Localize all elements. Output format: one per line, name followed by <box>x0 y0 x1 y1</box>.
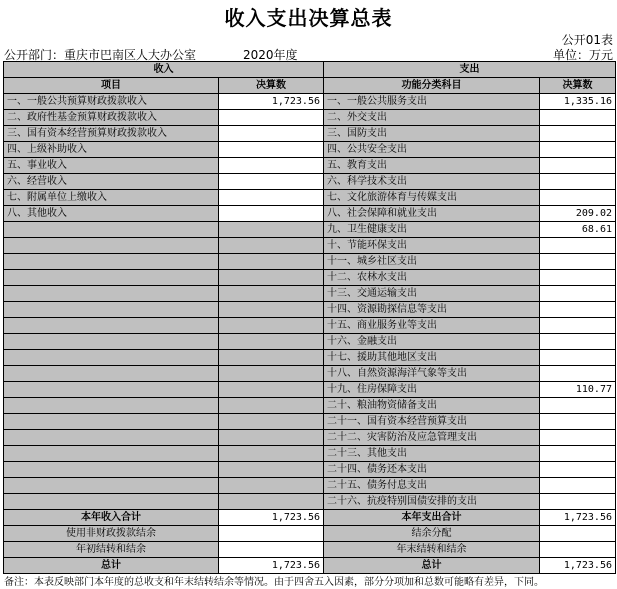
income-item <box>4 478 219 494</box>
expense-item: 十五、商业服务业等支出 <box>324 318 540 334</box>
income-amount: 1,723.56 <box>219 94 324 110</box>
expense-item: 九、卫生健康支出 <box>324 222 540 238</box>
expense-item: 四、公共安全支出 <box>324 142 540 158</box>
income-amount <box>219 254 324 270</box>
table-row <box>4 398 616 414</box>
income-item: 四、上级补助收入 <box>4 142 219 158</box>
expense-amount <box>540 270 616 286</box>
income-amount <box>219 446 324 462</box>
summary-row <box>4 510 616 526</box>
income-amount <box>219 462 324 478</box>
expense-item: 二十一、国有资本经营预算支出 <box>324 414 540 430</box>
expense-item: 二十五、债务付息支出 <box>324 478 540 494</box>
income-heading: 收入 <box>4 62 324 78</box>
income-item <box>4 398 219 414</box>
summary-expense-amount <box>540 526 616 542</box>
expense-amount <box>540 398 616 414</box>
income-amount <box>219 478 324 494</box>
income-amount <box>219 126 324 142</box>
income-amount <box>219 382 324 398</box>
expense-item: 二、外交支出 <box>324 110 540 126</box>
summary-income-label: 总计 <box>4 558 219 574</box>
expense-amount <box>540 238 616 254</box>
expense-item: 一、一般公共服务支出 <box>324 94 540 110</box>
table-row <box>4 478 616 494</box>
expense-item: 二十、粮油物资储备支出 <box>324 398 540 414</box>
expense-item: 六、科学技术支出 <box>324 174 540 190</box>
income-amount <box>219 222 324 238</box>
income-amount <box>219 350 324 366</box>
income-amount <box>219 414 324 430</box>
income-item <box>4 318 219 334</box>
expense-amount: 209.02 <box>540 206 616 222</box>
expense-item: 十三、交通运输支出 <box>324 286 540 302</box>
expense-amount <box>540 414 616 430</box>
table-row <box>4 350 616 366</box>
income-item <box>4 222 219 238</box>
summary-income-amount <box>219 542 324 558</box>
expense-amount: 1,335.16 <box>540 94 616 110</box>
summary-income-label: 本年收入合计 <box>4 510 219 526</box>
expense-item: 三、国防支出 <box>324 126 540 142</box>
expense-amount <box>540 174 616 190</box>
income-amount <box>219 334 324 350</box>
expense-item: 八、社会保障和就业支出 <box>324 206 540 222</box>
table-row <box>4 494 616 510</box>
income-amount <box>219 318 324 334</box>
income-amount <box>219 494 324 510</box>
summary-expense-amount: 1,723.56 <box>540 558 616 574</box>
income-amount <box>219 430 324 446</box>
income-amount <box>219 110 324 126</box>
income-item <box>4 270 219 286</box>
income-item <box>4 334 219 350</box>
summary-income-amount: 1,723.56 <box>219 558 324 574</box>
table-row <box>4 142 616 158</box>
table-row <box>4 318 616 334</box>
expense-amount <box>540 478 616 494</box>
summary-income-amount <box>219 526 324 542</box>
expense-item: 五、教育支出 <box>324 158 540 174</box>
col-amount2-header: 决算数 <box>540 78 616 94</box>
expense-heading: 支出 <box>324 62 616 78</box>
summary-expense-label: 年末结转和结余 <box>324 542 540 558</box>
department-label: 公开部门：重庆市巴南区人大办公室 <box>4 48 197 62</box>
table-row <box>4 366 616 382</box>
summary-row <box>4 526 616 542</box>
income-amount <box>219 206 324 222</box>
income-item: 二、政府性基金预算财政拨款收入 <box>4 110 219 126</box>
income-item <box>4 286 219 302</box>
expense-item: 二十三、其他支出 <box>324 446 540 462</box>
income-item <box>4 238 219 254</box>
expense-item: 十六、金融支出 <box>324 334 540 350</box>
table-row <box>4 334 616 350</box>
summary-income-label: 使用非财政拨款结余 <box>4 526 219 542</box>
col-item-header: 项目 <box>4 78 219 94</box>
table-row <box>4 158 616 174</box>
income-item: 八、其他收入 <box>4 206 219 222</box>
expense-amount <box>540 286 616 302</box>
table-row <box>4 286 616 302</box>
income-item: 六、经营收入 <box>4 174 219 190</box>
expense-amount <box>540 446 616 462</box>
summary-expense-label: 结余分配 <box>324 526 540 542</box>
summary-row <box>4 542 616 558</box>
income-amount <box>219 398 324 414</box>
expense-item: 二十二、灾害防治及应急管理支出 <box>324 430 540 446</box>
expense-amount <box>540 126 616 142</box>
summary-expense-amount: 1,723.56 <box>540 510 616 526</box>
expense-amount <box>540 494 616 510</box>
expense-item: 十、节能环保支出 <box>324 238 540 254</box>
table-row <box>4 110 616 126</box>
expense-item: 七、文化旅游体育与传媒支出 <box>324 190 540 206</box>
income-amount <box>219 174 324 190</box>
budget-table <box>3 61 616 574</box>
income-item <box>4 446 219 462</box>
expense-amount: 110.77 <box>540 382 616 398</box>
expense-amount <box>540 142 616 158</box>
table-row <box>4 446 616 462</box>
form-code: 公开01表 <box>561 33 613 47</box>
expense-amount <box>540 190 616 206</box>
income-amount <box>219 238 324 254</box>
income-item <box>4 414 219 430</box>
table-row <box>4 190 616 206</box>
income-item <box>4 462 219 478</box>
page-title: 收入支出决算总表 <box>224 6 393 30</box>
expense-item: 十四、资源勘探信息等支出 <box>324 302 540 318</box>
expense-item: 二十四、债务还本支出 <box>324 462 540 478</box>
expense-amount <box>540 318 616 334</box>
summary-expense-label: 本年支出合计 <box>324 510 540 526</box>
expense-item: 二十六、抗疫特别国债安排的支出 <box>324 494 540 510</box>
col-category-header: 功能分类科目 <box>324 78 540 94</box>
income-item <box>4 382 219 398</box>
table-row <box>4 126 616 142</box>
expense-item: 十九、住房保障支出 <box>324 382 540 398</box>
summary-income-label: 年初结转和结余 <box>4 542 219 558</box>
income-item <box>4 254 219 270</box>
expense-amount <box>540 158 616 174</box>
table-row <box>4 302 616 318</box>
year-label: 2020年度 <box>243 48 298 62</box>
summary-expense-label: 总计 <box>324 558 540 574</box>
table-row <box>4 414 616 430</box>
table-row <box>4 238 616 254</box>
section-header-row <box>4 62 616 78</box>
table-row <box>4 94 616 110</box>
expense-amount <box>540 110 616 126</box>
footnote: 备注：本表反映部门本年度的总收支和年末结转结余等情况。由于四舍五入因素，部分分项加和总数可能略有差异，下同。 <box>4 577 544 588</box>
income-amount <box>219 158 324 174</box>
income-item <box>4 430 219 446</box>
summary-row <box>4 558 616 574</box>
summary-income-amount: 1,723.56 <box>219 510 324 526</box>
unit-label: 单位：万元 <box>552 48 613 62</box>
expense-amount <box>540 366 616 382</box>
income-item <box>4 494 219 510</box>
table-row <box>4 382 616 398</box>
table-row <box>4 270 616 286</box>
expense-item: 十七、援助其他地区支出 <box>324 350 540 366</box>
summary-expense-amount <box>540 542 616 558</box>
col-amount-header: 决算数 <box>219 78 324 94</box>
expense-item: 十八、自然资源海洋气象等支出 <box>324 366 540 382</box>
expense-amount <box>540 350 616 366</box>
column-header-row <box>4 78 616 94</box>
income-item: 三、国有资本经营预算财政拨款收入 <box>4 126 219 142</box>
income-item <box>4 302 219 318</box>
table-row <box>4 222 616 238</box>
income-amount <box>219 286 324 302</box>
table-row <box>4 206 616 222</box>
table-row <box>4 430 616 446</box>
expense-amount <box>540 302 616 318</box>
table-row <box>4 462 616 478</box>
table-row <box>4 174 616 190</box>
expense-item: 十一、城乡社区支出 <box>324 254 540 270</box>
table-row <box>4 254 616 270</box>
income-item <box>4 350 219 366</box>
income-item: 五、事业收入 <box>4 158 219 174</box>
income-amount <box>219 270 324 286</box>
expense-amount: 68.61 <box>540 222 616 238</box>
income-item: 七、附属单位上缴收入 <box>4 190 219 206</box>
income-amount <box>219 366 324 382</box>
income-amount <box>219 142 324 158</box>
expense-amount <box>540 254 616 270</box>
income-amount <box>219 302 324 318</box>
expense-amount <box>540 334 616 350</box>
expense-item: 十二、农林水支出 <box>324 270 540 286</box>
expense-amount <box>540 430 616 446</box>
income-item: 一、一般公共预算财政拨款收入 <box>4 94 219 110</box>
income-amount <box>219 190 324 206</box>
expense-amount <box>540 462 616 478</box>
income-item <box>4 366 219 382</box>
